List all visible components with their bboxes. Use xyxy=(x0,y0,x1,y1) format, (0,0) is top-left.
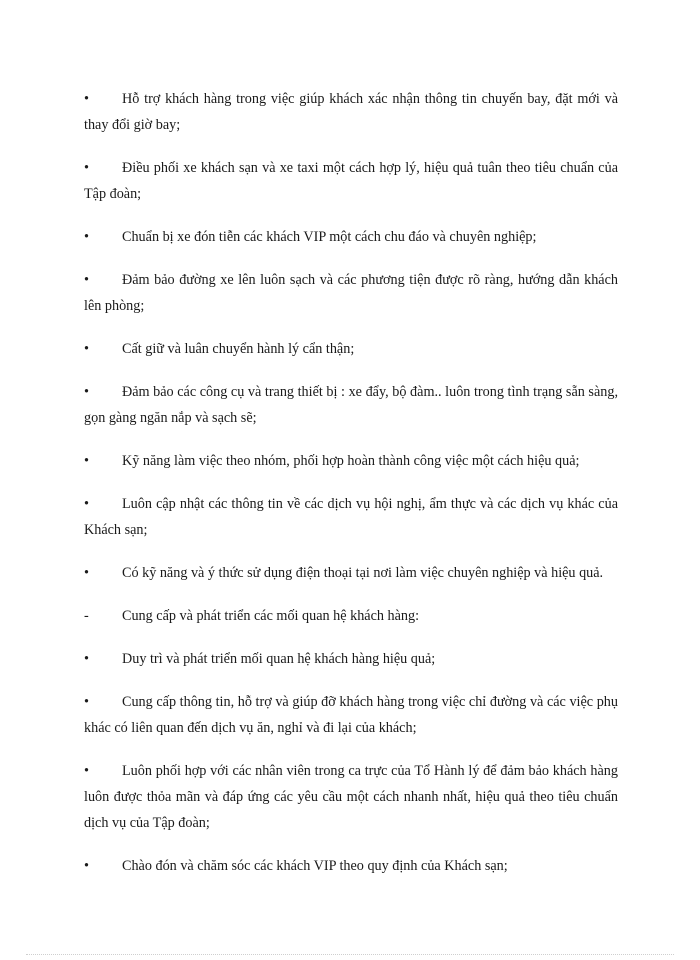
bullet-marker: • xyxy=(84,651,89,667)
item-text: Đảm bảo đường xe lên luôn sạch và các phương tiện được rõ ràng, hướng dẫn khách lên phòng; xyxy=(84,272,618,314)
list-item xyxy=(84,491,618,543)
item-text: Cung cấp thông tin, hỗ trợ và giúp đỡ khách hàng trong việc chỉ đường và các việc phụ khác có liên quan đến dịch vụ ăn, nghỉ và đi lại của khách; xyxy=(84,694,618,736)
dash-marker: - xyxy=(84,608,89,624)
list-item xyxy=(84,448,618,474)
bullet-marker: • xyxy=(84,272,89,288)
list-item xyxy=(84,853,618,879)
list-item xyxy=(84,379,618,431)
list-item xyxy=(84,758,618,836)
item-text: Chào đón và chăm sóc các khách VIP theo quy định của Khách sạn; xyxy=(122,858,508,874)
item-text: Hỗ trợ khách hàng trong việc giúp khách xác nhận thông tin chuyến bay, đặt mới và thay đổi giờ bay; xyxy=(84,91,618,133)
item-text: Luôn cập nhật các thông tin về các dịch vụ hội nghị, ẩm thực và các dịch vụ khác của Khách sạn; xyxy=(84,496,618,538)
bullet-marker: • xyxy=(84,565,89,581)
item-text: Có kỹ năng và ý thức sử dụng điện thoại tại nơi làm việc chuyên nghiệp và hiệu quả. xyxy=(122,565,604,581)
item-text: Điều phối xe khách sạn và xe taxi một cách hợp lý, hiệu quả tuân theo tiêu chuẩn của Tập đoàn; xyxy=(84,160,618,202)
item-text: Cung cấp và phát triển các mối quan hệ khách hàng: xyxy=(122,608,420,624)
bullet-marker: • xyxy=(84,160,89,176)
bullet-marker: • xyxy=(84,858,89,874)
bullet-marker: • xyxy=(84,384,89,400)
bullet-marker: • xyxy=(84,694,89,710)
item-text: Luôn phối hợp với các nhân viên trong ca trực của Tổ Hành lý để đảm bảo khách hàng luôn được thỏa mãn và đáp ứng các yêu cầu một cách nhanh nhất, hiệu quả theo tiêu chuẩn dịch vụ của Tập đoàn; xyxy=(84,763,618,831)
bullet-marker: • xyxy=(84,496,89,512)
section-heading-item xyxy=(84,603,618,629)
list-item xyxy=(84,224,618,250)
list-item xyxy=(84,689,618,741)
list-item xyxy=(84,560,618,586)
list-item xyxy=(84,267,618,319)
item-text: Chuẩn bị xe đón tiễn các khách VIP một cách chu đáo và chuyên nghiệp; xyxy=(122,229,537,245)
item-text: Kỹ năng làm việc theo nhóm, phối hợp hoàn thành công việc một cách hiệu quả; xyxy=(122,453,580,469)
page-bottom-divider xyxy=(26,954,674,955)
list-item xyxy=(84,155,618,207)
item-text: Cất giữ và luân chuyển hành lý cẩn thận; xyxy=(122,341,355,357)
bullet-marker: • xyxy=(84,341,89,357)
list-item xyxy=(84,336,618,362)
bullet-marker: • xyxy=(84,453,89,469)
list-item xyxy=(84,86,618,138)
document-body xyxy=(84,86,618,896)
item-text: Duy trì và phát triển mối quan hệ khách hàng hiệu quả; xyxy=(122,651,436,667)
bullet-marker: • xyxy=(84,229,89,245)
bullet-marker: • xyxy=(84,763,89,779)
bullet-marker: • xyxy=(84,91,89,107)
item-text: Đảm bảo các công cụ và trang thiết bị : xe đẩy, bộ đàm.. luôn trong tình trạng sẵn sàng, gọn gàng ngăn nắp và sạch sẽ; xyxy=(84,384,618,426)
list-item xyxy=(84,646,618,672)
